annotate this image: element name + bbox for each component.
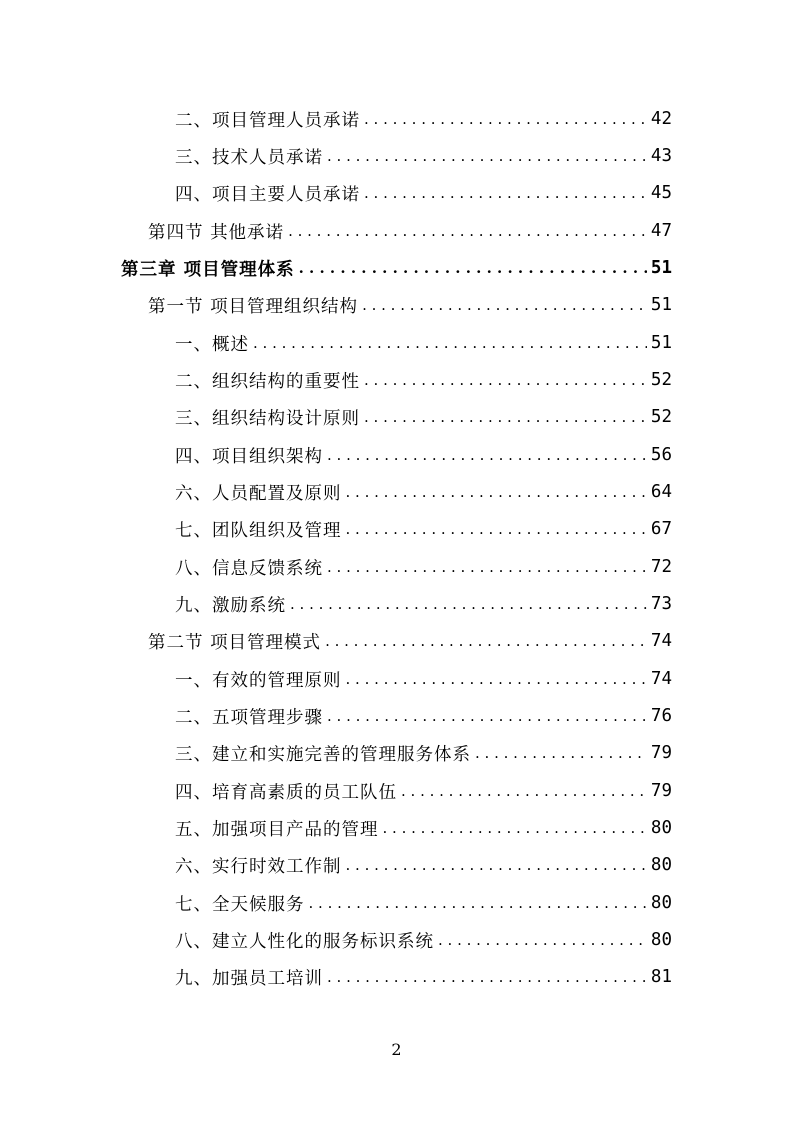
toc-entry-page: 80	[650, 893, 672, 913]
toc-entry-title: 三、建立和实施完善的管理服务体系	[175, 744, 471, 765]
toc-entry[interactable]	[175, 666, 672, 692]
toc-entry-chapter[interactable]	[121, 255, 672, 281]
toc-entry-title: 第三章 项目管理体系	[121, 259, 295, 280]
dot-leader	[346, 479, 647, 505]
toc-entry[interactable]	[175, 143, 672, 169]
toc-entry-page: 67	[650, 519, 672, 539]
toc-entry-title: 六、实行时效工作制	[175, 856, 342, 877]
dot-leader	[327, 143, 647, 169]
toc-entry-page: 80	[650, 855, 672, 875]
toc-entry[interactable]	[175, 442, 672, 468]
toc-entry-title: 二、组织结构的重要性	[175, 371, 360, 392]
toc-entry-title: 八、建立人性化的服务标识系统	[175, 931, 434, 952]
toc-entry-title: 四、项目组织架构	[175, 446, 323, 467]
dot-leader	[364, 180, 647, 206]
toc-entry[interactable]	[175, 330, 672, 356]
toc-entry-title: 八、信息反馈系统	[175, 558, 323, 579]
dot-leader	[309, 890, 647, 916]
dot-leader	[475, 740, 647, 766]
toc-entry-title: 七、全天候服务	[175, 894, 305, 915]
toc-entry-page: 51	[650, 295, 672, 315]
dot-leader	[327, 442, 647, 468]
toc-entry[interactable]	[175, 852, 672, 878]
toc-entry[interactable]	[175, 367, 672, 393]
toc-entry-title: 三、组织结构设计原则	[175, 408, 360, 429]
toc-entry-title: 七、团队组织及管理	[175, 520, 342, 541]
toc-entry[interactable]	[175, 740, 672, 766]
toc-entry-title: 九、激励系统	[175, 595, 286, 616]
dot-leader	[364, 367, 647, 393]
toc-entry-page: 80	[650, 818, 672, 838]
toc-entry-page: 47	[650, 221, 672, 241]
toc-entry-title: 第一节 项目管理组织结构	[148, 296, 359, 317]
dot-leader	[288, 218, 647, 244]
dot-leader	[383, 815, 647, 841]
toc-entry-title: 第二节 项目管理模式	[148, 632, 322, 653]
toc-entry[interactable]	[175, 964, 672, 990]
toc-entry[interactable]	[175, 516, 672, 542]
toc-entry-title: 一、概述	[175, 334, 249, 355]
toc-entry[interactable]	[175, 778, 672, 804]
toc-entry-page: 45	[650, 183, 672, 203]
toc-entry[interactable]	[175, 180, 672, 206]
toc-entry-page: 52	[650, 370, 672, 390]
dot-leader	[299, 255, 647, 281]
toc-entry-page: 52	[650, 407, 672, 427]
toc-entry-page: 43	[650, 146, 672, 166]
toc-entry-page: 74	[650, 631, 672, 651]
page-number: 2	[391, 1040, 402, 1059]
toc-entry-page: 79	[650, 781, 672, 801]
toc-entry[interactable]	[175, 554, 672, 580]
dot-leader	[401, 778, 647, 804]
toc-entry-title: 三、技术人员承诺	[175, 147, 323, 168]
toc-entry-title: 四、培育高素质的员工队伍	[175, 782, 397, 803]
toc-entry-title: 四、项目主要人员承诺	[175, 184, 360, 205]
dot-leader	[346, 666, 647, 692]
toc-entry-title: 五、加强项目产品的管理	[175, 819, 379, 840]
dot-leader	[438, 927, 647, 953]
toc-entry-page: 81	[650, 967, 672, 987]
toc-entry-title: 二、五项管理步骤	[175, 707, 323, 728]
toc-entry-title: 第四节 其他承诺	[148, 222, 285, 243]
toc-entry-page: 80	[650, 930, 672, 950]
toc-entry-page: 64	[650, 482, 672, 502]
toc-entry[interactable]	[175, 106, 672, 132]
dot-leader	[346, 852, 647, 878]
toc-entry-title: 一、有效的管理原则	[175, 670, 342, 691]
toc-entry-page: 56	[650, 445, 672, 465]
toc-entry-page: 74	[650, 669, 672, 689]
dot-leader	[327, 964, 647, 990]
toc-entry-title: 二、项目管理人员承诺	[175, 110, 360, 131]
toc-entry-title: 九、加强员工培训	[175, 968, 323, 989]
toc-entry-page: 76	[650, 706, 672, 726]
toc-entry[interactable]	[175, 591, 672, 617]
toc-entry[interactable]	[175, 815, 672, 841]
toc-entry-page: 79	[650, 743, 672, 763]
toc-entry-page: 72	[650, 557, 672, 577]
toc-entry-title: 六、人员配置及原则	[175, 483, 342, 504]
dot-leader	[346, 516, 647, 542]
dot-leader	[362, 292, 647, 318]
toc-entry[interactable]	[175, 927, 672, 953]
dot-leader	[253, 330, 647, 356]
toc-entry-page: 51	[650, 333, 672, 353]
dot-leader	[325, 628, 647, 654]
toc-entry-page: 42	[650, 109, 672, 129]
dot-leader	[327, 703, 647, 729]
toc-entry-section[interactable]	[148, 628, 672, 654]
toc-entry[interactable]	[175, 703, 672, 729]
dot-leader	[364, 106, 647, 132]
toc-entry-page: 51	[650, 258, 672, 278]
dot-leader	[290, 591, 647, 617]
toc-entry-page: 73	[650, 594, 672, 614]
dot-leader	[364, 404, 647, 430]
toc-entry[interactable]	[175, 404, 672, 430]
toc-entry[interactable]	[175, 890, 672, 916]
toc-entry-section[interactable]	[148, 218, 672, 244]
toc-entry[interactable]	[175, 479, 672, 505]
dot-leader	[327, 554, 647, 580]
toc-entry-section[interactable]	[148, 292, 672, 318]
